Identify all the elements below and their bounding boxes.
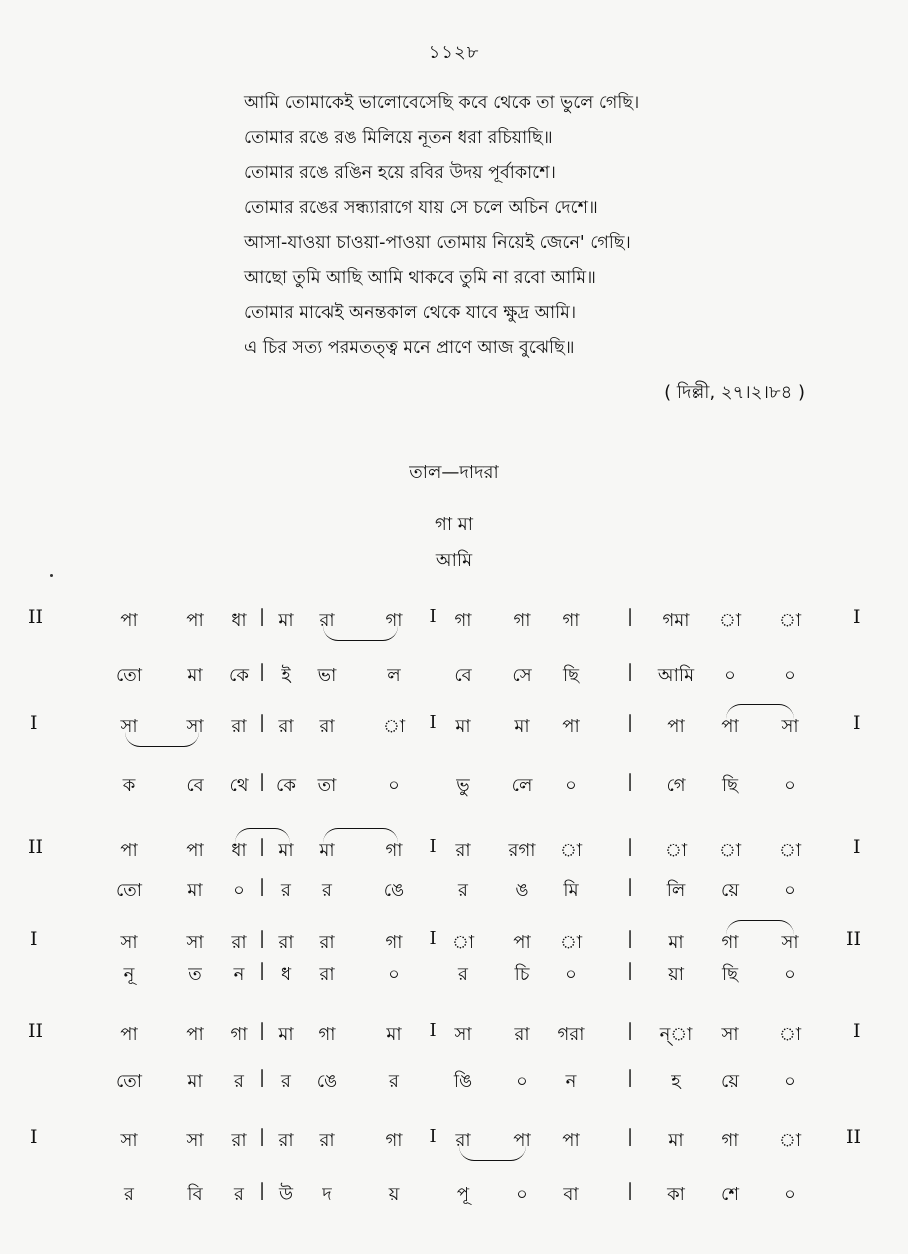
swara-note: া [778,1024,802,1045]
lyric-syllable: লি [666,880,686,901]
swara-note: পা [120,840,138,861]
lyric-syllable: সে [512,665,532,686]
lyric-syllable: র [281,1071,291,1092]
lyric-syllable: নূ [123,964,135,985]
barline: | [626,928,634,949]
swara-note: সা [120,932,138,953]
notation-words-row [0,1180,908,1214]
swara-note: ন্া [659,1024,693,1045]
barline: | [626,836,634,857]
lyric-syllable: তা [317,775,337,796]
lyric-syllable: ০ [784,775,796,796]
swara-note: রা [455,1130,471,1151]
swara-note: গা [562,610,580,631]
lyric-syllable: ০ [516,1184,528,1205]
swara-note: পা [667,716,685,737]
slur-mark [323,828,398,843]
lyric-syllable: পূ [456,1184,470,1205]
row-end-barline: I [853,606,861,628]
swara-note: গরা [557,1024,585,1045]
barline: | [626,661,634,682]
lyric-syllable: ০ [516,1071,528,1092]
intro-words: আমি [435,550,473,571]
slur-mark [125,732,199,747]
barline: | [626,1180,634,1201]
lyric-syllable: ভা [317,665,337,686]
notation-words-row [0,771,908,805]
row-start-barline: I [30,712,38,734]
swara-note: সা [120,716,138,737]
notation-words-row [0,876,908,910]
swara-note: রা [319,1130,335,1151]
swara-note: রা [231,716,247,737]
lyric-syllable: তো [115,1071,143,1092]
swara-note: গা [385,840,403,861]
poem-line: এ চির সত্য পরমতত্ত্ব মনে প্রাণে আজ বুঝেছি॥ [244,338,575,358]
swara-note: মা [455,716,471,737]
swara-note: পা [120,1024,138,1045]
swara-note: মা [668,932,684,953]
swara-note: া [451,932,475,953]
notation-notes-row [0,1126,908,1160]
lyric-syllable: ঙ [515,880,529,901]
swara-note: মা [668,1130,684,1151]
swara-note: সা [186,716,204,737]
barline: | [626,876,634,897]
swara-note: পা [562,716,580,737]
swara-note: রা [278,932,294,953]
swara-note: া [778,840,802,861]
poem-line: আছো তুমি আছি আমি থাকবে তুমি না রবো আমি॥ [244,268,596,288]
swara-note: সা [186,932,204,953]
swara-note: মা [386,1024,402,1045]
swara-note: ধা [231,610,247,631]
swara-note: রা [455,840,471,861]
lyric-syllable: ন [233,964,245,985]
lyric-syllable: ০ [233,880,245,901]
lyric-syllable: দ [322,1184,332,1205]
swara-note: রা [514,1024,530,1045]
lyric-syllable: ছি [721,775,739,796]
lyric-syllable: ঙে [316,1071,338,1092]
notation-words-row [0,960,908,994]
poem-line: আমি তোমাকেই ভালোবেসেছি কবে থেকে তা ভুলে গেছি। [244,93,640,113]
notation-notes-row [0,836,908,870]
stray-dot [50,574,53,577]
lyric-syllable: মা [187,880,203,901]
swara-note: মা [278,610,294,631]
lyric-syllable: য়ে [721,1071,739,1092]
barline: I [429,1126,437,1147]
lyric-syllable: ছি [562,665,580,686]
barline: | [258,606,266,627]
row-end-barline: II [846,1126,862,1148]
lyric-syllable: ধ [280,964,292,985]
lyric-syllable: র [281,880,291,901]
notation-notes-row [0,928,908,962]
swara-note: গা [385,932,403,953]
swara-note: মা [514,716,530,737]
lyric-syllable: মি [563,880,579,901]
barline: | [258,1126,266,1147]
swara-note: া [382,716,406,737]
lyric-syllable: ত [188,964,202,985]
notation-words-row [0,1067,908,1101]
poem-line: তোমার রঙে রঙ মিলিয়ে নূতন ধরা রচিয়াছি॥ [244,128,553,148]
lyric-syllable: ০ [784,880,796,901]
barline: I [429,712,437,733]
swara-note: রা [319,610,335,631]
lyric-syllable: বা [563,1184,579,1205]
row-end-barline: I [853,836,861,858]
swara-note: সা [454,1024,472,1045]
barline: I [429,928,437,949]
slur-mark [235,828,290,843]
lyric-syllable: উ [278,1184,294,1205]
lyric-syllable: শে [721,1184,739,1205]
row-start-barline: II [28,836,44,858]
slur-mark [459,1146,526,1161]
barline: | [258,836,266,857]
swara-note: মা [319,840,335,861]
barline: | [258,771,266,792]
intro-notes: গা মা [435,514,473,535]
swara-note: গমা [662,610,690,631]
lyric-syllable: ল [387,665,401,686]
lyric-syllable: বে [186,775,204,796]
notation-words-row [0,661,908,695]
lyric-syllable: ই [281,665,291,686]
barline: | [626,1126,634,1147]
row-start-barline: II [28,606,44,628]
poem-line: আসা-যাওয়া চাওয়া-পাওয়া তোমায় নিয়েই জেনে' গেছি। [244,233,631,253]
swara-note: ধা [231,840,247,861]
lyric-syllable: রা [319,964,335,985]
lyric-syllable: ঙে [383,880,405,901]
lyric-syllable: ০ [565,775,577,796]
swara-note: পা [513,932,531,953]
swara-note: রা [231,1130,247,1151]
swara-note: া [559,840,583,861]
swara-note: সা [721,1024,739,1045]
barline: | [258,960,266,981]
swara-note: া [778,1130,802,1151]
slur-mark [726,704,794,719]
lyric-syllable: তো [115,665,143,686]
swara-note: মা [278,1024,294,1045]
barline: | [626,712,634,733]
lyric-syllable: র [458,880,468,901]
lyric-syllable: র [458,964,468,985]
swara-note: পা [562,1130,580,1151]
swara-note: গা [454,610,472,631]
swara-note: া [559,932,583,953]
lyric-syllable: বি [187,1184,203,1205]
barline: | [626,1020,634,1041]
barline: | [258,876,266,897]
swara-note: রা [278,716,294,737]
barline: | [626,771,634,792]
barline: | [258,1180,266,1201]
tala-heading: তাল—দাদরা [409,462,499,483]
barline: | [258,928,266,949]
swara-note: সা [120,1130,138,1151]
lyric-syllable: চি [514,964,530,985]
notation-notes-row [0,606,908,640]
slur-mark [726,920,794,935]
swara-note: পা [186,610,204,631]
lyric-syllable: ০ [784,964,796,985]
page-number: ১১২৮ [428,42,480,63]
swara-note: া [718,610,742,631]
barline: | [626,960,634,981]
lyric-syllable: ০ [388,964,400,985]
row-end-barline: I [853,712,861,734]
swara-note: গা [385,1130,403,1151]
lyric-syllable: র [234,1184,244,1205]
swara-note: গা [513,610,531,631]
barline: | [258,1020,266,1041]
lyric-syllable: ছি [721,964,739,985]
swara-note: সা [781,932,799,953]
poem-line: তোমার রঙে রঙিন হয়ে রবির উদয় পূর্বাকাশে। [244,163,556,183]
lyric-syllable: আমি [657,665,695,686]
lyric-syllable: র [124,1184,134,1205]
lyric-syllable: থে [229,775,249,796]
swara-note: সা [781,716,799,737]
lyric-syllable: ০ [784,1184,796,1205]
swara-note: পা [186,1024,204,1045]
lyric-syllable: ক [122,775,136,796]
row-end-barline: I [853,1020,861,1042]
slur-mark [323,626,398,641]
swara-note: রগা [508,840,536,861]
swara-note: পা [186,840,204,861]
lyric-syllable: হ [671,1071,681,1092]
swara-note: গা [230,1024,248,1045]
swara-note: পা [513,1130,531,1151]
notation-notes-row [0,712,908,746]
barline: | [258,1067,266,1088]
swara-note: গা [721,932,739,953]
swara-note: গা [385,610,403,631]
swara-note: গা [721,1130,739,1151]
lyric-syllable: কা [667,1184,685,1205]
swara-note: রা [319,716,335,737]
swara-note: সা [186,1130,204,1151]
swara-note: পা [721,716,739,737]
swara-note: া [664,840,688,861]
barline: | [626,606,634,627]
barline: | [258,712,266,733]
lyric-syllable: তো [115,880,143,901]
notation-notes-row [0,1020,908,1054]
lyric-syllable: র [389,1071,399,1092]
lyric-syllable: ০ [565,964,577,985]
poem [244,86,844,366]
lyric-syllable: য়া [668,964,684,985]
swara-note: রা [319,932,335,953]
lyric-syllable: ন [565,1071,577,1092]
lyric-syllable: ঙি [453,1071,473,1092]
swara-note: রা [278,1130,294,1151]
swara-note: রা [231,932,247,953]
swara-note: া [778,610,802,631]
lyric-syllable: র [234,1071,244,1092]
row-start-barline: I [30,928,38,950]
lyric-syllable: ০ [724,665,736,686]
swara-note: মা [278,840,294,861]
lyric-syllable: য়ে [721,880,739,901]
lyric-syllable: ০ [784,1071,796,1092]
lyric-syllable: লে [511,775,533,796]
lyric-syllable: র [322,880,332,901]
barline: I [429,836,437,857]
poem-line: তোমার মাঝেই অনন্তকাল থেকে যাবে ক্ষুদ্র আমি। [244,303,577,323]
lyric-syllable: বে [454,665,472,686]
barline: I [429,606,437,627]
lyric-syllable: কে [276,775,296,796]
swara-note: গা [318,1024,336,1045]
lyric-syllable: ভু [456,775,470,796]
lyric-syllable: গে [666,775,686,796]
barline: I [429,1020,437,1041]
lyric-syllable: ০ [784,665,796,686]
lyric-syllable: মা [187,665,203,686]
poem-line: তোমার রঙের সন্ধ্যারাগে যায় সে চলে অচিন দেশে॥ [244,198,598,218]
lyric-syllable: কে [229,665,249,686]
lyric-syllable: য় [388,1184,400,1205]
barline: | [258,661,266,682]
lyric-syllable: মা [187,1071,203,1092]
swara-note: া [718,840,742,861]
barline: | [626,1067,634,1088]
lyric-syllable: ০ [388,775,400,796]
place-date: ( দিল্লী, ২৭।২।৮৪ ) [664,382,805,403]
row-start-barline: I [30,1126,38,1148]
row-start-barline: II [28,1020,44,1042]
row-end-barline: II [846,928,862,950]
swara-note: পা [120,610,138,631]
